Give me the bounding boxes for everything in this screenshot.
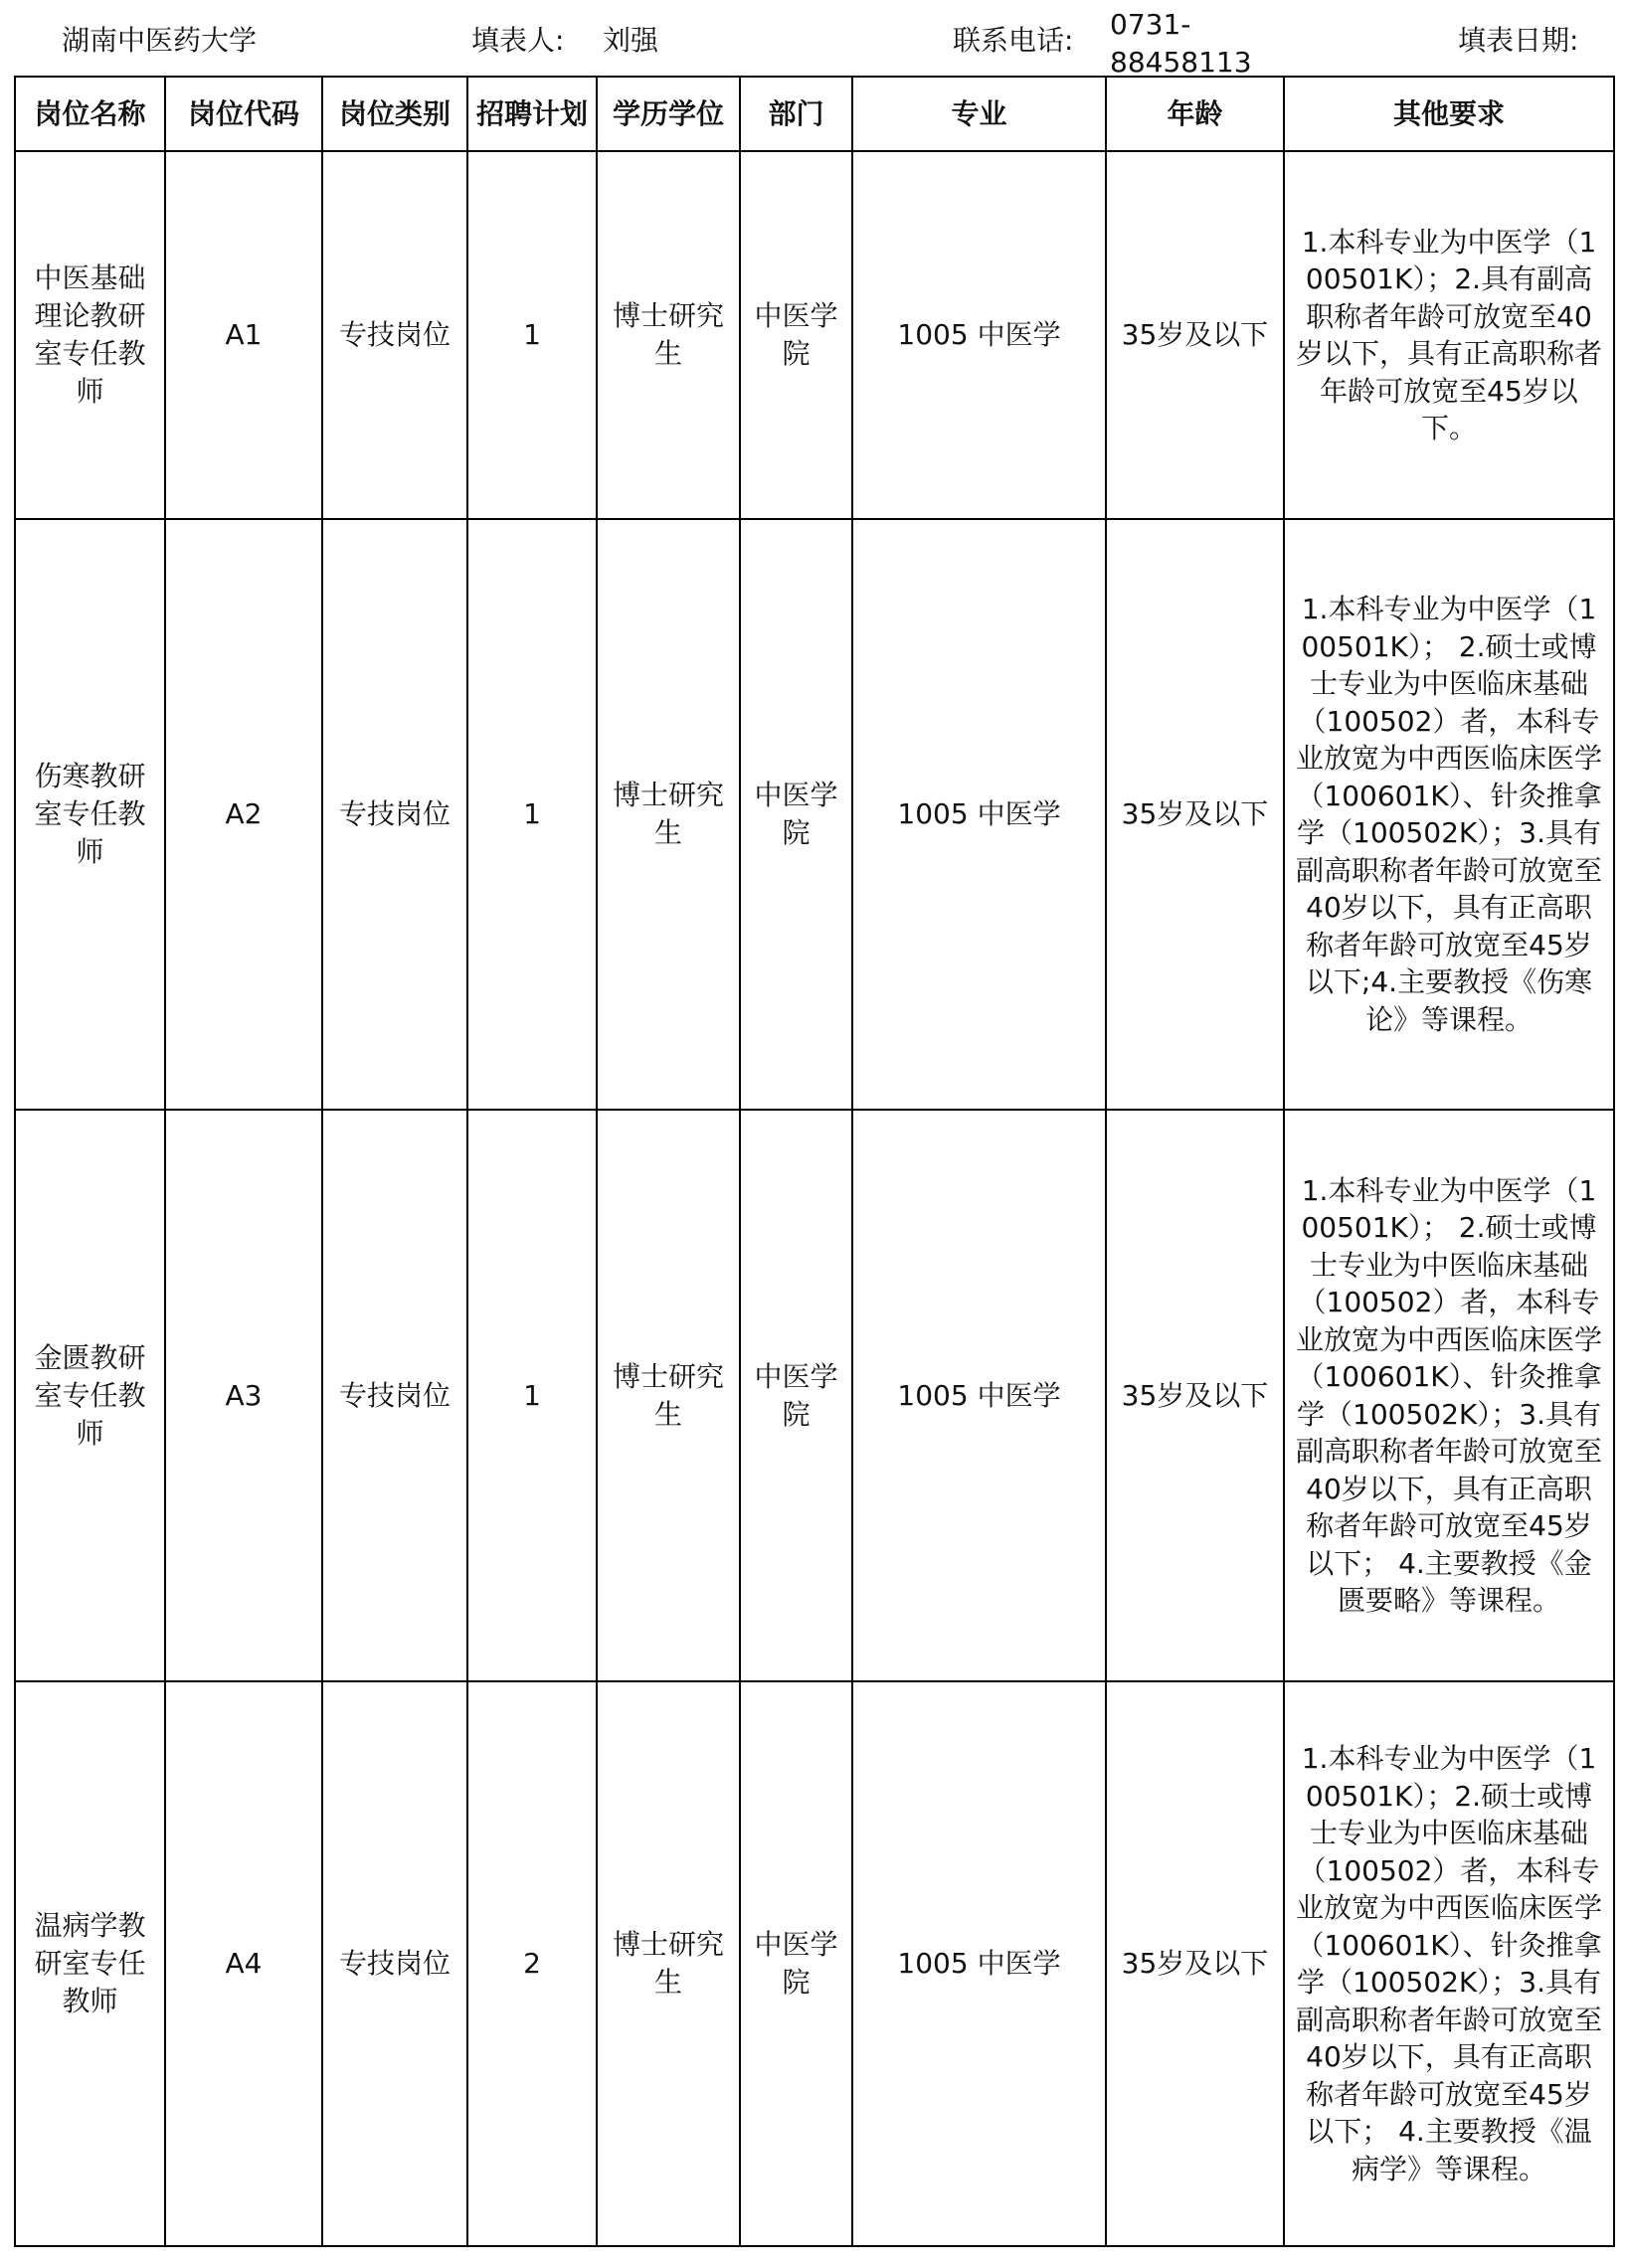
phone-label: 联系电话: — [953, 24, 1074, 57]
cell-degree: 博士研究生 — [597, 519, 740, 1110]
school-name: 湖南中医药大学 — [62, 24, 258, 57]
header-major: 专业 — [852, 77, 1106, 151]
cell-age: 35岁及以下 — [1106, 1681, 1284, 2246]
cell-age: 35岁及以下 — [1106, 519, 1284, 1110]
table-row — [15, 151, 1614, 519]
cell-position-category: 专技岗位 — [322, 151, 467, 519]
cell-department: 中医学院 — [740, 519, 852, 1110]
cell-major: 1005 中医学 — [852, 1681, 1106, 2246]
header-other-requirements: 其他要求 — [1284, 77, 1614, 151]
cell-position-code: A4 — [165, 1681, 322, 2246]
cell-age: 35岁及以下 — [1106, 1110, 1284, 1681]
cell-position-code: A3 — [165, 1110, 322, 1681]
cell-other-requirements: 1.本科专业为中医学（100501K）；2.具有副高职称者年龄可放宽至40岁以下，具有正高职称者年龄可放宽至45岁以下。 — [1284, 151, 1614, 519]
cell-position-name: 温病学教研室专任教师 — [15, 1681, 165, 2246]
cell-major: 1005 中医学 — [852, 519, 1106, 1110]
header-age: 年龄 — [1106, 77, 1284, 151]
table-row — [15, 1681, 1614, 2246]
filler-name: 刘强 — [603, 24, 659, 57]
cell-hiring-plan: 1 — [467, 151, 597, 519]
cell-position-name: 中医基础理论教研室专任教师 — [15, 151, 165, 519]
cell-position-name: 金匮教研室专任教师 — [15, 1110, 165, 1681]
header-degree: 学历学位 — [597, 77, 740, 151]
cell-major: 1005 中医学 — [852, 151, 1106, 519]
cell-degree: 博士研究生 — [597, 151, 740, 519]
cell-other-requirements: 1.本科专业为中医学（100501K）； 2.硕士或博士专业为中医临床基础（100502）者，本科专业放宽为中西医临床医学（100601K）、针灸推拿学（100502K）；3.具有副高职称者年龄可放宽至40岁以下，具有正高职称者年龄可放宽至45岁以下;4.主要教授《伤寒论》等课程。 — [1284, 519, 1614, 1110]
cell-position-code: A2 — [165, 519, 322, 1110]
cell-other-requirements: 1.本科专业为中医学（100501K）；2.硕士或博士专业为中医临床基础（100502）者，本科专业放宽为中西医临床医学（100601K）、针灸推拿学（100502K）；3.具有副高职称者年龄可放宽至40岁以下，具有正高职称者年龄可放宽至45岁以下； 4.主要教授《温病学》等课程。 — [1284, 1681, 1614, 2246]
header-position-code: 岗位代码 — [165, 77, 322, 151]
header-position-category: 岗位类别 — [322, 77, 467, 151]
table-row — [15, 1110, 1614, 1681]
table-header-row — [15, 77, 1614, 151]
header-hiring-plan: 招聘计划 — [467, 77, 597, 151]
cell-degree: 博士研究生 — [597, 1110, 740, 1681]
cell-hiring-plan: 2 — [467, 1681, 597, 2246]
cell-major: 1005 中医学 — [852, 1110, 1106, 1681]
header-position-name: 岗位名称 — [15, 77, 165, 151]
cell-position-category: 专技岗位 — [322, 1110, 467, 1681]
cell-position-code: A1 — [165, 151, 322, 519]
cell-department: 中医学院 — [740, 151, 852, 519]
date-label: 填表日期: — [1458, 24, 1579, 57]
cell-degree: 博士研究生 — [597, 1681, 740, 2246]
cell-other-requirements: 1.本科专业为中医学（100501K）； 2.硕士或博士专业为中医临床基础（100502）者，本科专业放宽为中西医临床医学（100601K）、针灸推拿学（100502K）；3.具有副高职称者年龄可放宽至40岁以下，具有正高职称者年龄可放宽至45岁以下； 4.主要教授《金匮要略》等课程。 — [1284, 1110, 1614, 1681]
cell-position-name: 伤寒教研室专任教师 — [15, 519, 165, 1110]
cell-department: 中医学院 — [740, 1110, 852, 1681]
table-row — [15, 519, 1614, 1110]
cell-position-category: 专技岗位 — [322, 1681, 467, 2246]
cell-position-category: 专技岗位 — [322, 519, 467, 1110]
cell-hiring-plan: 1 — [467, 519, 597, 1110]
cell-department: 中医学院 — [740, 1681, 852, 2246]
phone-value: 0731-88458113 — [1110, 8, 1252, 79]
filler-label: 填表人: — [471, 24, 565, 57]
header-department: 部门 — [740, 77, 852, 151]
cell-age: 35岁及以下 — [1106, 151, 1284, 519]
cell-hiring-plan: 1 — [467, 1110, 597, 1681]
recruitment-table — [14, 76, 1615, 2247]
